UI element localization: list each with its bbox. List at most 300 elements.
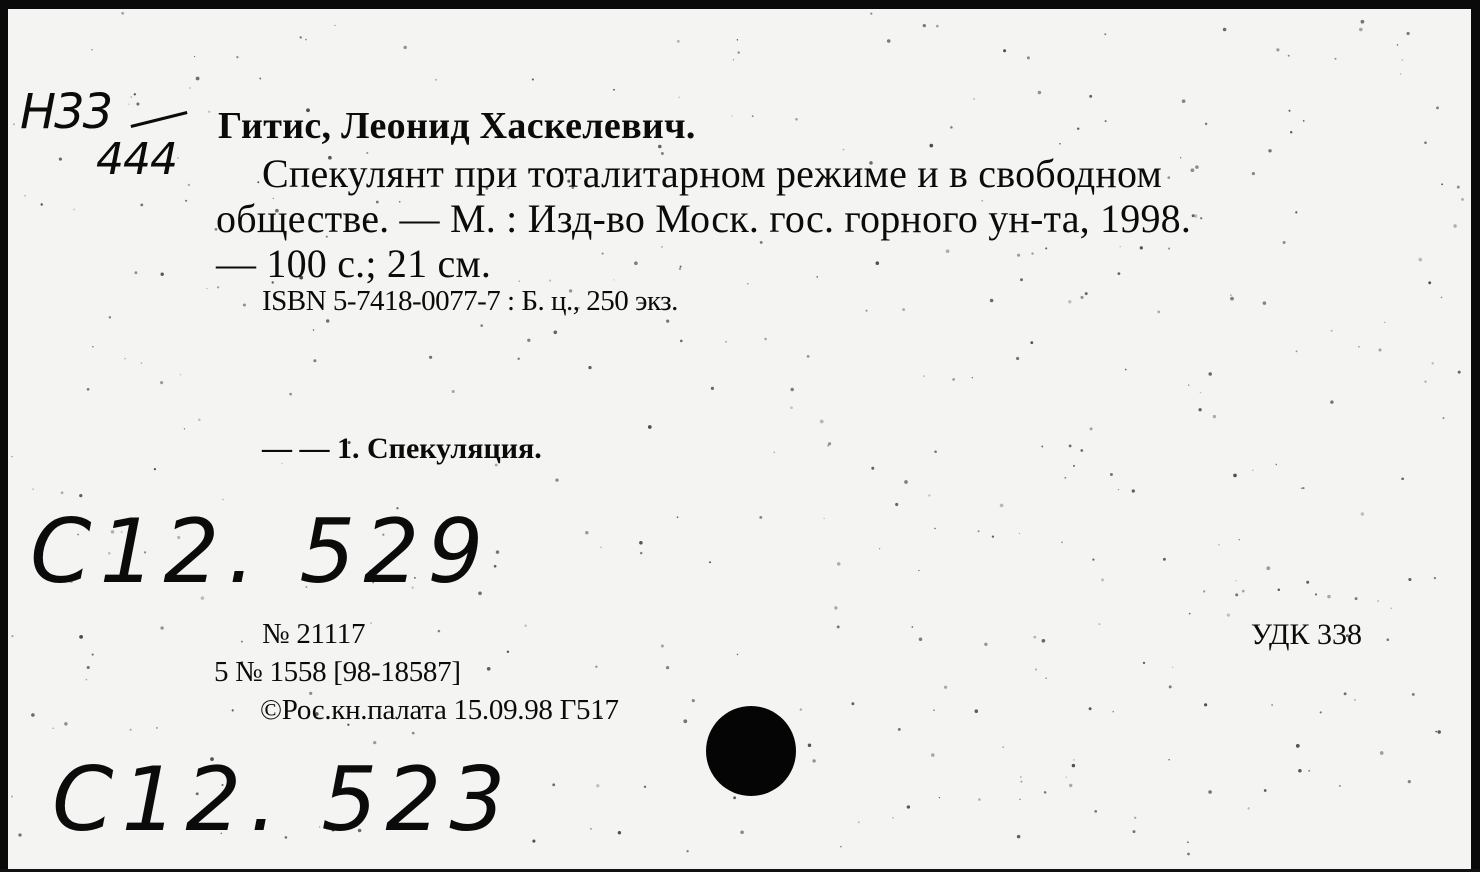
speckle-dot [1163,558,1166,561]
speckle-dot [1247,807,1249,809]
speckle-dot [790,388,793,391]
speckle-dot [1397,44,1399,46]
speckle-dot [24,195,25,196]
speckle-dot [135,271,138,274]
speckle-dot [1157,311,1160,314]
speckle-dot [1003,49,1006,52]
speckle-dot [918,570,919,571]
speckle-dot [978,798,981,801]
speckle-dot [1020,781,1022,783]
speckle-dot [527,339,530,342]
speckle-dot [911,626,913,628]
speckle-dot [373,741,376,744]
speckle-dot [1428,281,1431,284]
speckle-dot [1288,55,1290,57]
speckle-dot [188,184,190,186]
speckle-dot [121,12,124,15]
speckle-dot [1169,685,1172,688]
speckle-dot [1195,165,1199,169]
speckle-dot [131,96,132,97]
speckle-dot [679,268,681,270]
speckle-dot [1017,254,1020,257]
speckle-dot [1401,477,1404,480]
speckle-dot [661,645,664,648]
speckle-dot [1223,28,1227,32]
chamber-number: 5 № 1558 [98-18587] [214,656,461,688]
speckle-dot [666,319,669,322]
speckle-dot [1113,711,1114,712]
speckle-dot [1072,764,1075,767]
speckle-dot [194,56,195,57]
speckle-dot [1016,357,1019,360]
speckle-dot [1180,157,1181,158]
speckle-dot [313,359,316,362]
speckle-dot [1218,544,1219,545]
speckle-dot [725,341,727,343]
speckle-dot [196,77,200,81]
speckle-dot [585,531,588,534]
speckle-dot [1443,417,1445,419]
speckle-dot [950,126,953,128]
speckle-dot [596,784,599,787]
speckle-dot [711,387,714,390]
speckle-dot [1235,580,1236,581]
speckle-dot [494,565,497,568]
speckle-dot [1204,703,1207,706]
speckle-dot [640,552,643,555]
speckle-dot [1334,58,1336,60]
speckle-dot [517,358,520,361]
speckle-dot [1461,198,1464,201]
speckle-dot [677,40,680,43]
speckle-dot [1271,704,1273,706]
speckle-dot [11,796,13,798]
speckle-dot [1073,759,1074,760]
speckle-dot [1030,341,1033,344]
speckle-dot [752,115,754,117]
subject-heading: — — 1. Спекуляция. [262,432,542,465]
speckle-dot [923,24,926,27]
speckle-dot [1301,487,1303,489]
speckle-dot [1283,241,1286,244]
speckle-dot [326,319,329,322]
speckle-dot [73,209,75,211]
speckle-dot [639,541,643,545]
speckle-dot [934,451,937,454]
speckle-dot [1200,392,1202,394]
speckle-dot [1412,693,1415,696]
speckle-dot [1101,578,1104,581]
speckle-dot [180,374,181,375]
speckle-dot [554,331,558,335]
speckle-dot [1302,487,1304,489]
speckle-dot [435,79,437,81]
speckle-dot [1424,141,1427,144]
speckle-dot [661,246,663,248]
speckle-dot [1213,415,1216,418]
speckle-dot [1187,841,1189,843]
speckle-dot [1344,692,1347,695]
speckle-dot [1105,120,1107,122]
speckle-dot [1168,248,1170,250]
speckle-dot [1252,172,1255,175]
speckle-dot [313,329,315,331]
speckle-dot [1303,120,1305,122]
speckle-dot [1038,91,1042,95]
speckle-dot [1227,613,1230,616]
speckle-dot [666,666,669,669]
speckle-dot [243,303,246,306]
speckle-dot [840,846,841,847]
speckle-dot [984,643,987,646]
speckle-dot [1143,662,1145,664]
speckle-dot [876,261,880,265]
speckle-dot [555,478,558,481]
speckle-dot [677,516,679,518]
copyright-line: ©Рос.кн.палата 15.09.98 Г517 [260,694,619,726]
speckle-dot [1172,667,1173,668]
speckle-dot [1235,593,1238,596]
speckle-dot [1424,381,1426,383]
speckle-dot [1035,669,1037,671]
title-line-1: Спекулянт при тоталитарном режиме и в свободном [262,151,1162,196]
handwritten-shelf-mark-top: Н33 [20,84,112,140]
speckle-dot [936,25,939,28]
speckle-dot [990,299,994,303]
speckle-dot [733,59,734,60]
speckle-dot [1125,369,1127,371]
speckle-dot [1059,143,1061,145]
speckle-dot [1441,183,1443,185]
speckle-dot [1402,59,1403,60]
speckle-dot [828,442,831,445]
speckle-dot [588,366,591,369]
speckle-dot [1355,597,1358,600]
speckle-dot [1000,504,1004,508]
speckle-dot [972,377,973,378]
speckle-dot [532,78,534,80]
speckle-dot [1061,541,1063,543]
speckle-dot [1400,73,1402,75]
speckle-dot [740,830,744,834]
speckle-dot [1200,217,1202,219]
speckle-dot [1094,810,1097,813]
speckle-dot [1205,123,1207,125]
speckle-dot [858,821,860,823]
speckle-dot [1408,780,1411,783]
speckle-dot [1289,110,1291,112]
speckle-dot [680,340,683,343]
speckle-dot [837,625,840,628]
speckle-dot [177,157,179,159]
speckle-dot [1436,107,1439,110]
speckle-dot [1377,600,1379,602]
speckle-dot [1189,613,1191,615]
speckle-dot [140,203,143,206]
speckle-dot [731,115,732,116]
speckle-dot [898,728,901,731]
speckle-dot [1089,95,1092,98]
speckle-dot [13,123,15,125]
speckle-dot [1378,348,1381,351]
speckle-dot [644,786,646,788]
speckle-dot [532,840,535,843]
speckle-dot [87,666,90,669]
speckle-dot [618,831,621,834]
speckle-dot [480,324,483,327]
speckle-dot [1117,272,1120,275]
speckle-dot [1290,131,1292,133]
speckle-dot [807,355,810,358]
speckle-dot [1090,427,1093,430]
speckle-dot [79,635,83,639]
speckle-dot [259,78,261,80]
speckle-dot [837,562,841,566]
speckle-dot [1120,246,1121,247]
speckle-dot [892,817,894,819]
speckle-dot [1203,590,1205,592]
speckle-dot [1330,400,1333,403]
speckle-dot [933,709,934,710]
record-number: № 21117 [262,618,366,650]
speckle-dot [130,729,132,731]
speckle-dot [887,39,891,43]
speckle-dot [904,480,908,484]
speckle-dot [524,625,526,627]
speckle-dot [1361,20,1365,24]
speckle-dot [79,494,82,497]
card-punch-hole [706,706,796,796]
handwritten-call-number-2: С12. 523 [52,748,514,851]
speckle-dot [973,98,975,100]
speckle-dot [52,727,54,729]
speckle-dot [41,203,43,205]
speckle-dot [733,796,736,799]
speckle-dot [851,702,854,705]
speckle-dot [1435,731,1437,733]
speckle-dot [87,388,90,391]
speckle-dot [808,744,812,748]
speckle-dot [1358,346,1360,348]
speckle-dot [1132,489,1135,492]
speckle-dot [370,622,372,624]
speckle-dot [1020,776,1022,778]
speckle-dot [1168,759,1169,760]
author-heading: Гитис, Леонид Хаскелевич. [218,105,696,147]
speckle-dot [737,51,739,53]
speckle-dot [1188,384,1189,385]
speckle-dot [679,97,680,98]
speckle-dot [1238,539,1240,541]
speckle-dot [1191,168,1195,172]
speckle-dot [1441,297,1443,299]
speckle-dot [1457,186,1460,189]
speckle-dot [1306,581,1309,584]
speckle-dot [683,719,687,723]
speckle-dot [590,828,592,830]
speckle-dot [1182,99,1186,103]
speckle-dot [257,181,259,183]
speckle-dot [834,606,837,609]
speckle-dot [1230,297,1234,301]
speckle-dot [1458,371,1461,374]
speckle-dot [692,699,695,702]
speckle-dot [1315,593,1317,595]
speckle-dot [1045,678,1046,679]
speckle-dot [764,338,767,341]
speckle-dot [92,346,93,347]
speckle-dot [1268,149,1271,152]
handwritten-shelf-mark-bottom: 444 [96,134,177,185]
speckle-dot [1431,362,1433,364]
speckle-dot [1045,247,1047,249]
speckle-dot [600,547,601,548]
speckle-dot [1266,566,1270,570]
speckle-dot [429,356,432,359]
speckle-dot [1066,777,1067,778]
speckle-dot [939,797,940,798]
speckle-dot [487,667,491,671]
speckle-dot [1418,258,1422,262]
speckle-dot [1027,56,1030,59]
speckle-dot [31,713,35,717]
speckle-dot [1042,639,1046,643]
speckle-dot [602,253,604,255]
speckle-dot [549,279,551,281]
speckle-dot [128,103,129,104]
speckle-dot [934,528,935,529]
speckle-dot [189,87,190,88]
speckle-dot [1192,214,1195,217]
handwritten-call-number-1: С12. 529 [30,500,492,603]
speckle-dot [86,679,88,681]
speckle-dot [241,641,243,643]
speckle-dot [795,118,798,121]
speckle-dot [680,266,682,268]
speckle-dot [59,158,62,161]
speckle-dot [184,428,185,429]
speckle-dot [790,406,793,409]
speckle-dot [496,550,499,553]
speckle-dot [1230,294,1232,296]
speckle-dot [1068,300,1071,303]
speckle-dot [1033,636,1036,639]
speckle-dot [64,722,67,725]
speckle-dot [334,25,335,26]
speckle-dot [1077,127,1079,129]
speckle-dot [879,548,880,549]
speckle-dot [136,102,139,105]
speckle-dot [1437,730,1440,733]
speckle-dot [759,516,762,519]
speckle-dot [928,494,930,496]
speckle-dot [1064,477,1066,479]
speckle-dot [1327,595,1331,599]
speckle-dot [452,390,455,393]
speckle-dot [595,666,597,668]
speckle-dot [1041,446,1043,448]
speckle-dot [1167,176,1170,179]
speckle-dot [1019,533,1020,534]
speckle-dot [438,630,441,633]
speckle-dot [11,456,12,457]
speckle-dot [1017,835,1021,839]
speckle-dot [1380,751,1384,755]
speckle-dot [160,272,163,275]
speckle-dot [160,381,163,384]
speckle-dot [1089,707,1092,710]
speckle-dot [747,283,749,285]
speckle-dot [800,708,802,710]
speckle-dot [154,468,156,470]
speckle-dot [1099,623,1101,625]
speckle-dot [686,850,688,852]
speckle-dot [1020,278,1023,281]
speckle-dot [412,732,415,735]
speckle-dot [1242,590,1245,593]
speckle-dot [865,310,867,312]
speckle-dot [1263,301,1267,305]
speckle-dot [944,686,947,689]
speckle-dot [992,535,994,537]
speckle-dot [232,709,234,711]
speckle-dot [1118,489,1119,490]
speckle-dot [1069,784,1072,787]
speckle-dot [737,39,738,40]
speckle-dot [1339,785,1341,787]
speckle-dot [1132,830,1135,833]
speckle-dot [812,759,815,762]
speckle-dot [1331,330,1333,332]
speckle-dot [1002,746,1004,748]
speckle-dot [1233,474,1237,478]
speckle-dot [1085,292,1088,295]
speckle-dot [1140,246,1143,249]
speckle-dot [1296,744,1300,748]
speckle-dot [1092,559,1094,561]
speckle-dot [552,783,555,786]
speckle-dot [952,378,955,381]
speckle-dot [1354,699,1356,701]
speckle-dot [305,39,307,41]
speckle-dot [156,727,158,729]
speckle-dot [134,93,136,95]
speckle-dot [124,358,126,360]
speckle-dot [870,12,872,14]
speckle-dot [1019,799,1020,800]
speckle-dot [923,375,925,377]
speckle-dot [820,420,824,424]
speckle-dot [1031,252,1033,254]
speckle-dot [1386,638,1389,641]
speckle-dot [1134,817,1136,819]
speckle-dot [1407,32,1410,35]
speckle-dot [33,489,34,490]
speckle-dot [160,626,163,629]
speckle-dot [1408,578,1411,581]
speckle-dot [519,281,520,282]
speckle-dot [816,276,818,278]
speckle-dot [1278,589,1281,592]
speckle-dot [1044,791,1047,794]
speckle-dot [1198,408,1201,411]
speckle-dot [902,308,905,311]
speckle-dot [1276,464,1278,466]
speckle-dot [1080,449,1083,452]
speckle-dot [613,89,615,91]
speckle-dot [1308,770,1310,772]
speckle-dot [1390,607,1392,609]
